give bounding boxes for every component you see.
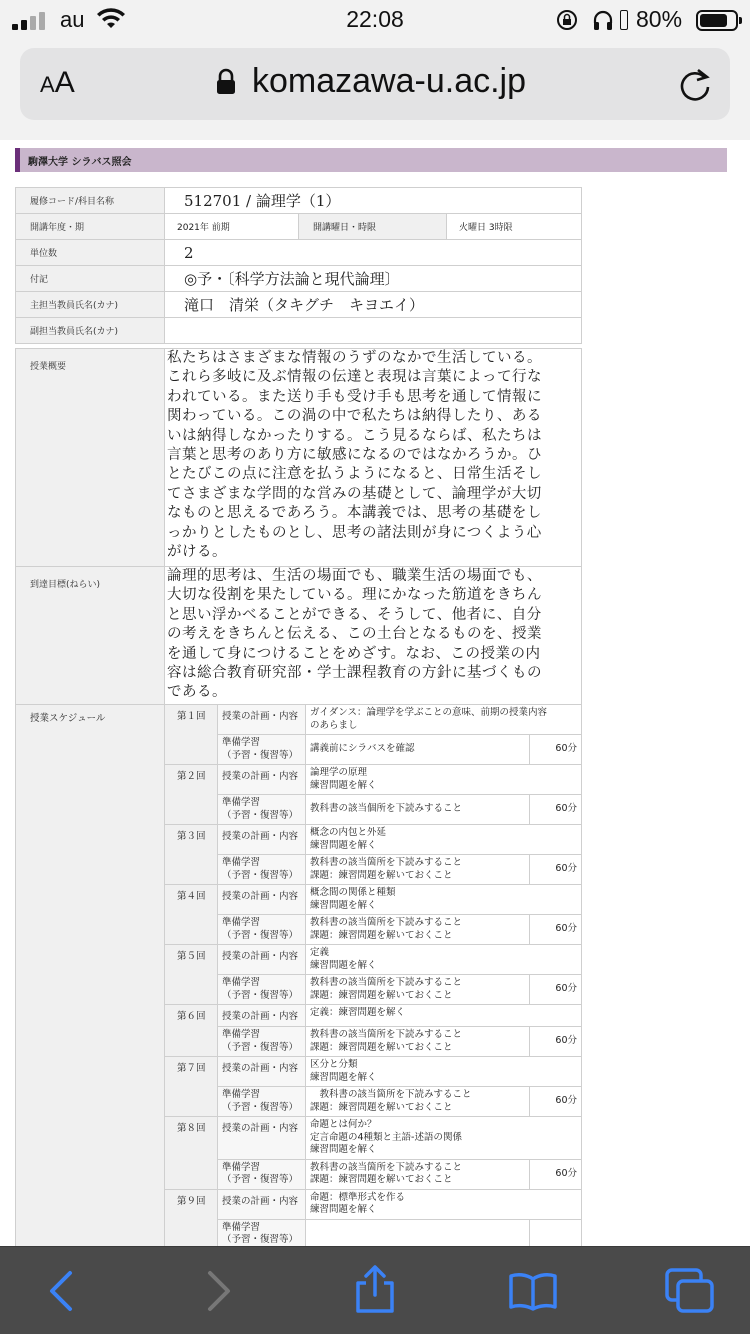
plan-line: 練習問題を解く — [310, 1071, 377, 1083]
plan-label: 授業の計画・内容 — [218, 765, 306, 795]
overview-line: 私たちはさまざまな情報のうずのなかで生活している。 — [167, 350, 542, 366]
plan-content — [306, 825, 582, 855]
prep-line: 課題：練習問題を解いておくこと — [310, 929, 453, 941]
plan-label: 授業の計画・内容 — [218, 1189, 306, 1219]
prep-label-line: 準備学習 — [222, 857, 261, 868]
prep-line: 教科書の該当箇所を下読みすること — [310, 1089, 472, 1100]
overview-line: われている。また送り手も受け手も思考を通して情報に — [167, 388, 542, 405]
session-number: 第９回 — [165, 1189, 218, 1246]
prep-label — [218, 1219, 306, 1246]
goals-line: 容は総合教育研究部・学士課程教育の方針に基づくもの — [167, 665, 542, 682]
plan-line: 論理学の原理 — [310, 767, 368, 778]
day-value: 火曜日 3時限 — [447, 214, 582, 240]
note-label: 付記 — [16, 266, 165, 292]
prep-minutes — [530, 1219, 582, 1246]
clock: 22:08 — [346, 6, 404, 32]
year-label: 開講年度・期 — [16, 214, 165, 240]
goals-line: を通して身につけることをめざす。なお、この授業の内 — [167, 645, 541, 662]
prep-minutes: 60分 — [530, 975, 582, 1005]
plan-line: 概念の内包と外延 — [310, 827, 387, 838]
status-bar — [0, 0, 750, 40]
overview-text — [165, 349, 582, 567]
goals-text — [165, 567, 582, 705]
plan-line: 定言命題の4種類と主語-述語の関係 — [310, 1131, 462, 1143]
prep-content — [306, 1159, 530, 1189]
overview-line: てさまざまな学問的な営みの基礎として、論理学が大切 — [167, 485, 542, 502]
sub-instructor-label: 副担当教員氏名(カナ) — [16, 318, 165, 344]
goals-label: 到達目標(ねらい) — [16, 567, 165, 705]
prep-line: 課題：練習問題を解いておくこと — [310, 869, 453, 881]
prep-line: 教科書の該当箇所を下読みすること — [310, 1161, 463, 1173]
session-number: 第５回 — [165, 945, 218, 1005]
prep-content — [306, 975, 530, 1005]
prep-line: 教科書の該当箇所を下読みすること — [310, 1029, 463, 1040]
plan-content — [306, 1005, 582, 1027]
sub-instructor-value — [165, 318, 582, 344]
overview-line: なものと思えるであろう。本講義では、思考の基礎をし — [167, 505, 542, 522]
prep-label-line: 準備学習 — [222, 917, 261, 928]
plan-content — [306, 1057, 582, 1087]
address-bar[interactable] — [20, 48, 730, 120]
plan-line: 練習問題を解く — [310, 839, 377, 851]
headphone-battery-icon — [620, 10, 628, 30]
prep-label — [218, 1159, 306, 1189]
prep-label-line: 準備学習 — [222, 977, 261, 988]
prep-content — [306, 735, 530, 765]
battery-icon — [696, 10, 738, 31]
prep-label-line: （予習・復習等） — [222, 1174, 299, 1185]
carrier-name: au — [60, 7, 85, 32]
prep-content — [306, 1027, 530, 1057]
overview-line: 言葉と思考のあり方に敏感になるのではなかろうか。ひ — [167, 447, 542, 464]
plan-line: 命題とは何か？ — [310, 1119, 377, 1130]
goals-line: 論理的思考は、生活の場面でも、職業生活の場面でも、 — [167, 568, 542, 584]
prep-label-line: （予習・復習等） — [222, 989, 299, 1001]
goals-line: 大切な役割を果たしている。理にかなった筋道をきちん — [167, 587, 542, 604]
instructor-value: 滝口 清栄（タキグチ キヨエイ） — [165, 292, 582, 318]
day-label: 開講曜日・時限 — [299, 214, 447, 240]
prep-label — [218, 1087, 306, 1117]
plan-label: 授業の計画・内容 — [218, 825, 306, 855]
prep-minutes: 60分 — [530, 1159, 582, 1189]
prep-content — [306, 915, 530, 945]
tabs-icon[interactable] — [664, 1267, 716, 1315]
prep-content — [306, 1219, 530, 1246]
session-number: 第６回 — [165, 1005, 218, 1057]
bookmarks-icon[interactable] — [508, 1271, 558, 1311]
prep-line: 課題：練習問題を解いておくこと — [310, 1174, 453, 1185]
battery-percent: 80% — [636, 6, 683, 32]
note-value: ◎予・〔科学方法論と現代論理〕 — [165, 266, 582, 292]
prep-minutes: 60分 — [530, 735, 582, 765]
forward-icon[interactable] — [204, 1269, 234, 1313]
prep-line: 教科書の該当箇所を下読みすること — [310, 977, 463, 988]
overview-line: これら多岐に及ぶ情報の伝達と表現は言葉によって行な — [167, 369, 542, 386]
prep-line: 教科書の該当箇所を下読みすること — [310, 917, 463, 928]
session-number: 第１回 — [165, 705, 218, 765]
prep-label-line: （予習・復習等） — [222, 809, 299, 821]
prep-minutes: 60分 — [530, 795, 582, 825]
prep-label-line: 準備学習 — [222, 1029, 261, 1040]
plan-content — [306, 1189, 582, 1219]
prep-label — [218, 1027, 306, 1057]
plan-label: 授業の計画・内容 — [218, 1117, 306, 1160]
overview-line: いは納得しなかったりする。こう見るならば、私たちは — [167, 427, 542, 444]
plan-content — [306, 765, 582, 795]
prep-label-line: 準備学習 — [222, 1161, 261, 1173]
prep-label — [218, 975, 306, 1005]
plan-line: 練習問題を解く — [310, 1204, 377, 1215]
overview-line: っかりとしたものとし、思考の諸法則が身につくよう心 — [167, 524, 542, 541]
prep-label-line: （予習・復習等） — [222, 749, 299, 761]
web-page — [0, 140, 750, 1246]
prep-label-line: 準備学習 — [222, 797, 261, 808]
plan-content — [306, 945, 582, 975]
prep-line: 教科書の該当個所を下読みすること — [310, 803, 463, 815]
back-icon[interactable] — [46, 1269, 76, 1313]
plan-line: 定義：練習問題を解く — [310, 1007, 406, 1018]
plan-line: 定義 — [310, 947, 330, 958]
plan-line: 概念間の関係と種類 — [310, 887, 396, 898]
prep-label — [218, 735, 306, 765]
prep-minutes: 60分 — [530, 855, 582, 885]
session-number: 第３回 — [165, 825, 218, 885]
lock-icon — [216, 68, 236, 96]
goals-line: である。 — [167, 684, 227, 701]
plan-line: のあらまし — [310, 719, 358, 731]
prep-label-line: （予習・復習等） — [222, 929, 299, 941]
plan-content — [306, 1117, 582, 1160]
plan-label: 授業の計画・内容 — [218, 945, 306, 975]
prep-content — [306, 795, 530, 825]
course-info-table — [15, 187, 582, 344]
prep-content — [306, 855, 530, 885]
plan-label: 授業の計画・内容 — [218, 1057, 306, 1087]
prep-label-line: 準備学習 — [222, 1089, 261, 1100]
prep-line: 講義前にシラバスを確認 — [310, 743, 415, 755]
goals-line: と思い浮かべることができる、そうして、他者に、自分 — [167, 606, 542, 623]
plan-line: 練習問題を解く — [310, 1144, 377, 1155]
prep-label-line: （予習・復習等） — [222, 869, 299, 881]
browser-chrome — [0, 40, 750, 140]
prep-line: 課題：練習問題を解いておくこと — [310, 1101, 453, 1113]
browser-toolbar — [0, 1246, 750, 1334]
plan-line: 練習問題を解く — [310, 779, 377, 791]
headphones-icon — [592, 9, 614, 31]
schedule-label: 授業スケジュール — [16, 705, 165, 1247]
prep-line: 教科書の該当箇所を下読みすること — [310, 857, 463, 868]
session-number: 第７回 — [165, 1057, 218, 1117]
schedule-table — [15, 704, 582, 1246]
overview-line: がける。 — [167, 544, 227, 561]
plan-line: 練習問題を解く — [310, 899, 377, 911]
prep-label-line: 準備学習 — [222, 1221, 261, 1233]
prep-label-line: 準備学習 — [222, 737, 261, 748]
prep-label-line: （予習・復習等） — [222, 1041, 299, 1053]
plan-label: 授業の計画・内容 — [218, 885, 306, 915]
prep-content — [306, 1087, 530, 1117]
credits-label: 単位数 — [16, 240, 165, 266]
share-icon[interactable] — [352, 1265, 398, 1315]
plan-line: ガイダンス：論理学を学ぶことの意味、前期の授業内容 — [310, 707, 548, 718]
page-title: 駒澤大学 シラバス照会 — [28, 157, 132, 168]
text-size-button[interactable]: AA — [40, 66, 75, 99]
prep-label — [218, 855, 306, 885]
plan-content — [306, 705, 582, 735]
reload-icon[interactable] — [678, 66, 712, 102]
course-description-table — [15, 348, 582, 705]
overview-line: とたびこの点に注意を払うようになると、日常生活そし — [167, 466, 542, 483]
plan-content — [306, 885, 582, 915]
year-value: 2021年 前期 — [165, 214, 299, 240]
prep-label-line: （予習・復習等） — [222, 1234, 299, 1245]
overview-line: 関わっている。この渦の中で私たちは納得したり、ある — [167, 408, 542, 425]
prep-line: 課題：練習問題を解いておくこと — [310, 1041, 453, 1053]
plan-label: 授業の計画・内容 — [218, 1005, 306, 1027]
prep-line: 課題：練習問題を解いておくこと — [310, 989, 453, 1001]
course-code-value: 512701 / 論理学（1） — [165, 188, 582, 214]
overview-label: 授業概要 — [16, 349, 165, 567]
session-number: 第４回 — [165, 885, 218, 945]
prep-label — [218, 795, 306, 825]
plan-line: 練習問題を解く — [310, 959, 377, 971]
prep-label — [218, 915, 306, 945]
course-code-label: 履修コード/科目名称 — [16, 188, 165, 214]
credits-value: 2 — [165, 240, 582, 266]
goals-line: の考えをきちんと伝える、この土台となるものを、授業 — [167, 626, 542, 643]
url-text[interactable]: komazawa-u.ac.jp — [252, 62, 527, 100]
session-number: 第２回 — [165, 765, 218, 825]
plan-line: 区分と分類 — [310, 1059, 358, 1070]
plan-label: 授業の計画・内容 — [218, 705, 306, 735]
prep-minutes: 60分 — [530, 915, 582, 945]
page-header — [15, 148, 727, 172]
instructor-label: 主担当教員氏名(カナ) — [16, 292, 165, 318]
prep-label-line: （予習・復習等） — [222, 1101, 299, 1113]
plan-line: 命題：標準形式を作る — [310, 1191, 406, 1203]
prep-minutes: 60分 — [530, 1027, 582, 1057]
rotation-lock-icon — [556, 9, 578, 31]
session-number: 第８回 — [165, 1117, 218, 1190]
prep-minutes: 60分 — [530, 1087, 582, 1117]
